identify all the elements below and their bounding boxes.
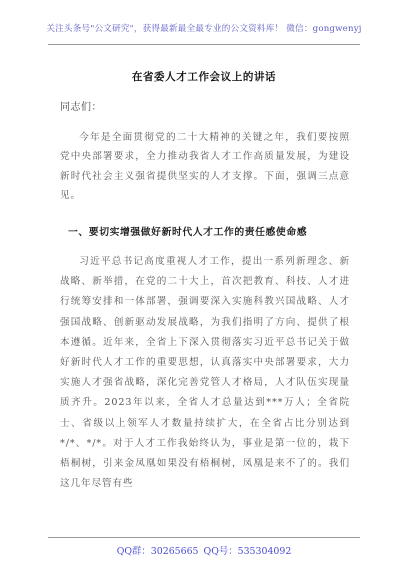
section-heading: 一、要切实增强做好新时代人才工作的责任感使命感	[68, 227, 308, 238]
footer-divider	[48, 537, 360, 538]
footer-contact: QQ群：30265665 QQ号：535304092	[116, 546, 292, 557]
header-divider	[48, 44, 360, 45]
paragraph-intro: 今年是全面贯彻党的二十大精神的关键之年，我们要按照党中央部署要求，全力推动我省人才工作高质量发展，为建设新时代社会主义强省提供坚实的人才支撑。下面，强调三点意见。	[60, 132, 350, 201]
greeting: 同志们：	[60, 102, 102, 113]
document-title: 在省委人才工作会议上的讲话	[131, 71, 277, 83]
paragraph-body: 习近平总书记高度重视人才工作，提出一系列新理念、新战略、新举措，在党的二十大上，首次把教育、科技、人才进行统筹安排和一体部署，强调要深入实施科教兴国战略、人才强国战略、创新驱动发展战略，为我们指明了方向、提供了根本遵循。近年来，全省上下深入贯彻落实习近平总书记关于做好新时代人才工作的重要思想，认真落实中央部署要求，大力实施人才强省战略，深化完善党管人才格局，人才队伍实现量质齐升。2023年以来，全省人才总量达到***万人；全省院士、省级以上领军人才数量持续扩大，在全省占比分别达到*/*、*/*。对于人才工作我始终认为，事业是第一位的，栽下梧桐树，引来金凤凰如果没有梧桐树，凤凰是来不了的。我们这几年尽管有些	[60, 256, 350, 490]
header-banner: 关注头条号"公文研究"，获得最新最全最专业的公文资料库！ 微信：gongwenyj	[46, 24, 362, 34]
